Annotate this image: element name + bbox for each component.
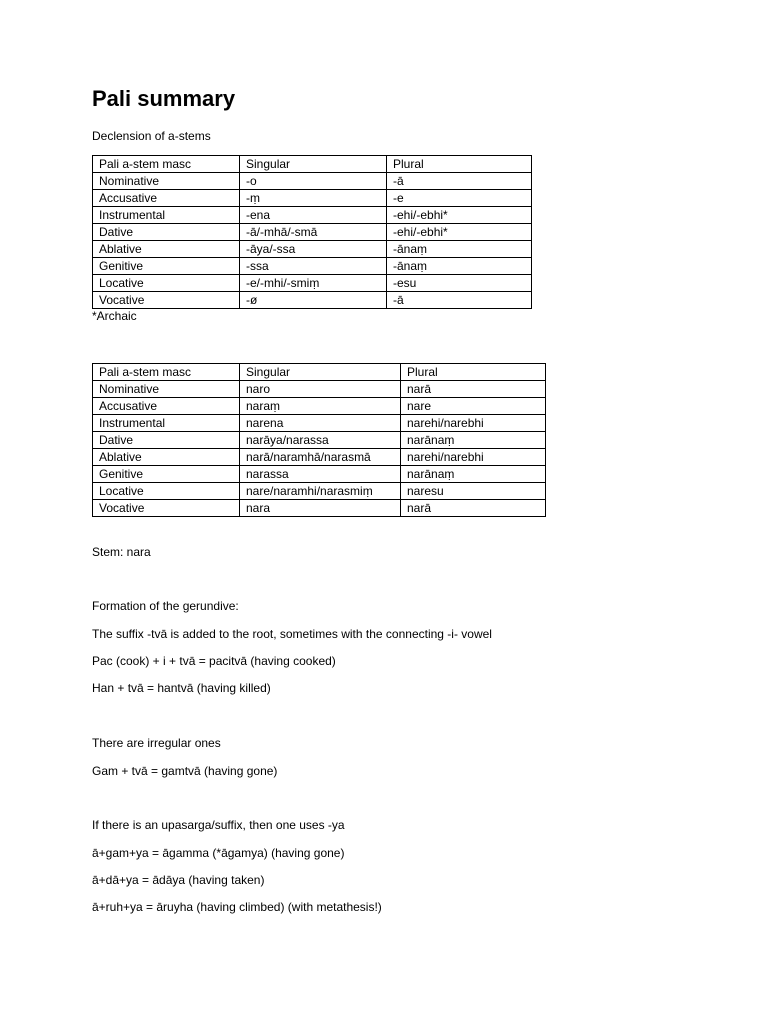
paragraph: If there is an upasarga/suffix, then one uses -ya [92,818,345,832]
case-cell: Instrumental [93,207,240,224]
table-row [93,500,546,517]
case-cell: Nominative [93,381,240,398]
plural-cell: -e [387,190,532,207]
plural-cell: nare [401,398,546,415]
plural-cell: -ā [387,292,532,309]
table-row [93,292,532,309]
singular-cell: narena [240,415,401,432]
table-row [93,449,546,466]
nara-declension-table [92,363,546,517]
plural-cell: narā [401,381,546,398]
table-row [93,258,532,275]
singular-cell: naro [240,381,401,398]
case-cell: Vocative [93,292,240,309]
plural-cell: narānaṃ [401,432,546,449]
endings-table [92,155,532,309]
table-row [93,398,546,415]
singular-cell: -āya/-ssa [240,241,387,258]
singular-cell: -ssa [240,258,387,275]
table-row [93,190,532,207]
table-header-cell: Plural [401,364,546,381]
table-header-cell: Pali a-stem masc [93,156,240,173]
plural-cell: -ehi/-ebhi* [387,207,532,224]
singular-cell: nara [240,500,401,517]
table-row [93,381,546,398]
singular-cell: narassa [240,466,401,483]
case-cell: Locative [93,275,240,292]
plural-cell: -ehi/-ebhi* [387,224,532,241]
table-header-cell: Pali a-stem masc [93,364,240,381]
table-row [93,275,532,292]
table-row [93,173,532,190]
case-cell: Vocative [93,500,240,517]
table-row [93,432,546,449]
singular-cell: -e/-mhi/-smiṃ [240,275,387,292]
stem-line: Stem: nara [92,545,151,559]
paragraph: ā+dā+ya = ādāya (having taken) [92,873,265,887]
archaic-note: *Archaic [92,309,137,323]
plural-cell: narā [401,500,546,517]
plural-cell: -ānaṃ [387,241,532,258]
case-cell: Nominative [93,173,240,190]
plural-cell: narehi/narebhi [401,415,546,432]
singular-cell: -ena [240,207,387,224]
paragraph: Han + tvā = hantvā (having killed) [92,681,271,695]
paragraph: Formation of the gerundive: [92,599,239,613]
plural-cell: -ā [387,173,532,190]
table-header-row [93,156,532,173]
singular-cell: -o [240,173,387,190]
table-header-cell: Singular [240,156,387,173]
table-row [93,483,546,500]
table-header-row [93,364,546,381]
case-cell: Locative [93,483,240,500]
case-cell: Dative [93,432,240,449]
table-row [93,207,532,224]
table-header-cell: Singular [240,364,401,381]
paragraph: Gam + tvā = gamtvā (having gone) [92,764,278,778]
paragraph: The suffix -tvā is added to the root, sometimes with the connecting -i- vowel [92,627,492,641]
case-cell: Accusative [93,398,240,415]
case-cell: Genitive [93,258,240,275]
paragraph: Pac (cook) + i + tvā = pacitvā (having cooked) [92,654,336,668]
paragraph: There are irregular ones [92,736,221,750]
singular-cell: narāya/narassa [240,432,401,449]
case-cell: Ablative [93,449,240,466]
plural-cell: -esu [387,275,532,292]
singular-cell: narā/naramhā/narasmā [240,449,401,466]
case-cell: Genitive [93,466,240,483]
table-row [93,241,532,258]
singular-cell: -ṃ [240,190,387,207]
table-row [93,224,532,241]
plural-cell: -ānaṃ [387,258,532,275]
plural-cell: naresu [401,483,546,500]
section-heading: Declension of a-stems [92,129,211,143]
case-cell: Ablative [93,241,240,258]
plural-cell: narehi/narebhi [401,449,546,466]
paragraph: ā+ruh+ya = āruyha (having climbed) (with metathesis!) [92,900,382,914]
case-cell: Instrumental [93,415,240,432]
page-title: Pali summary [92,86,236,111]
singular-cell: nare/naramhi/narasmiṃ [240,483,401,500]
singular-cell: -ā/-mhā/-smā [240,224,387,241]
case-cell: Dative [93,224,240,241]
table-header-cell: Plural [387,156,532,173]
plural-cell: narānaṃ [401,466,546,483]
table-row [93,466,546,483]
table-row [93,415,546,432]
singular-cell: naraṃ [240,398,401,415]
singular-cell: -ø [240,292,387,309]
case-cell: Accusative [93,190,240,207]
paragraph: ā+gam+ya = āgamma (*āgamya) (having gone) [92,846,345,860]
